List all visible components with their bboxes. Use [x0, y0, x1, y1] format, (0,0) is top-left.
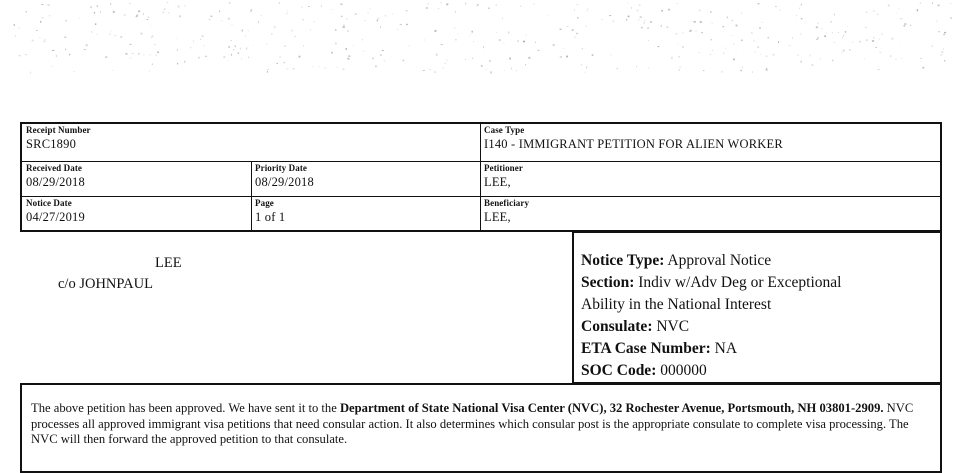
priority-date-label: Priority Date	[255, 163, 308, 173]
notice-type-line	[581, 252, 771, 270]
receipt-number-cell	[22, 124, 478, 160]
notice-type-label: Notice Type:	[581, 252, 665, 269]
scan-noise	[0, 0, 964, 80]
receipt-number-value: SRC1890	[26, 137, 77, 151]
nvc-address-text: Department of State National Visa Center (NVC), 32 Rochester Avenue, Portsmouth, NH 03801-2909.	[339, 401, 884, 415]
consulate-value: NVC	[656, 318, 690, 335]
priority-date-cell	[251, 162, 479, 196]
consulate-label: Consulate:	[581, 318, 653, 335]
eta-case-number-line	[581, 340, 737, 358]
approval-paragraph	[31, 401, 926, 448]
eta-case-number-label: ETA Case Number:	[581, 340, 711, 357]
petitioner-cell	[480, 162, 940, 196]
approval-text-part-1: The above petition has been approved. We have sent it to the	[31, 401, 340, 415]
section-value-line-2: Ability in the National Interest	[581, 296, 772, 313]
soc-code-label: SOC Code:	[581, 362, 657, 379]
received-date-cell	[22, 162, 250, 196]
address-line-2: c/o JOHNPAUL	[58, 276, 153, 292]
address-line-1: LEE	[155, 255, 182, 271]
page-cell	[251, 197, 479, 231]
petitioner-label: Petitioner	[484, 163, 523, 173]
page-value: 1 of 1	[255, 210, 286, 224]
consulate-line	[581, 318, 689, 336]
section-label: Section:	[581, 274, 635, 291]
page-label: Page	[255, 198, 274, 208]
received-date-value: 08/29/2018	[26, 175, 85, 189]
section-line-2	[581, 296, 771, 314]
receipt-number-label: Receipt Number	[26, 125, 91, 135]
notice-date-cell	[22, 197, 250, 231]
beneficiary-label: Beneficiary	[484, 198, 530, 208]
section-line	[581, 274, 841, 292]
section-value-line-1: Indiv w/Adv Deg or Exceptional	[638, 274, 842, 291]
priority-date-value: 08/29/2018	[255, 175, 314, 189]
notice-date-label: Notice Date	[26, 198, 72, 208]
beneficiary-cell	[480, 197, 940, 231]
notice-date-value: 04/27/2019	[26, 210, 85, 224]
case-type-cell	[480, 124, 940, 160]
petitioner-value: LEE,	[484, 175, 511, 189]
soc-code-line	[581, 362, 707, 380]
eta-case-number-value: NA	[714, 340, 738, 357]
soc-code-value: 000000	[660, 362, 707, 379]
case-type-label: Case Type	[484, 125, 525, 135]
case-type-value: I140 - IMMIGRANT PETITION FOR ALIEN WORKER	[484, 137, 783, 151]
received-date-label: Received Date	[26, 163, 83, 173]
beneficiary-value: LEE,	[484, 210, 511, 224]
notice-type-value: Approval Notice	[667, 252, 772, 269]
approval-text-part-2: NVC processes all approved immigrant visa petitions that need consular action. It also determines which consular post is the appropriate consulate to complete visa processing. The NVC will then forward the approved petition to that consulate.	[31, 401, 914, 446]
